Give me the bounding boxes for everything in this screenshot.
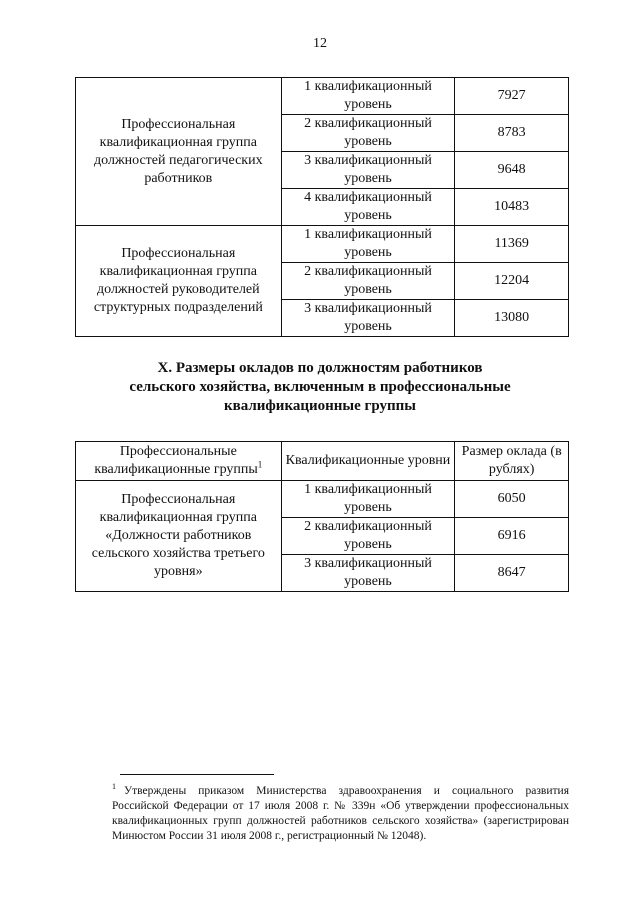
- salary-table-education: [75, 77, 569, 337]
- footnote-mark: 1: [257, 459, 263, 470]
- footnote-divider: [120, 774, 274, 775]
- table-header-row: [76, 442, 569, 481]
- salary-table-agriculture: [75, 441, 569, 592]
- qualification-level-cell: 3 квалификационный уровень: [281, 152, 455, 189]
- salary-value-cell: 13080: [455, 300, 569, 337]
- header-value: Размер оклада (в рублях): [455, 442, 569, 481]
- qualification-level-cell: 4 квалификационный уровень: [281, 189, 455, 226]
- qualification-level-cell: 1 квалификационный уровень: [281, 481, 455, 518]
- header-group: [76, 442, 282, 481]
- qualification-level-cell: 1 квалификационный уровень: [281, 226, 455, 263]
- qualification-level-cell: 3 квалификационный уровень: [281, 300, 455, 337]
- salary-value-cell: 8647: [455, 555, 569, 592]
- salary-value-cell: 10483: [455, 189, 569, 226]
- qualification-level-cell: 2 квалификационный уровень: [281, 518, 455, 555]
- qualification-level-cell: 2 квалификационный уровень: [281, 263, 455, 300]
- section-heading-line: квалификационные группы: [223, 398, 416, 414]
- footnote: [112, 779, 569, 844]
- section-heading-line: сельского хозяйства, включенным в профессиональные: [129, 379, 511, 395]
- footnote-number: 1: [112, 782, 116, 791]
- salary-value-cell: 6916: [455, 518, 569, 555]
- salary-value-cell: 6050: [455, 481, 569, 518]
- section-heading: [0, 359, 640, 416]
- salary-value-cell: 12204: [455, 263, 569, 300]
- salary-value-cell: 8783: [455, 115, 569, 152]
- header-level: Квалификационные уровни: [281, 442, 455, 481]
- table-row: [76, 78, 569, 115]
- header-group-label: Профессиональные квалификационные группы: [94, 444, 258, 477]
- qualification-group-cell: Профессиональная квалификационная группа «Должности работников сельского хозяйства третьего уровня»: [76, 481, 282, 592]
- qualification-level-cell: 3 квалификационный уровень: [281, 555, 455, 592]
- salary-value-cell: 11369: [455, 226, 569, 263]
- qualification-level-cell: 1 квалификационный уровень: [281, 78, 455, 115]
- page-number: 12: [313, 36, 327, 51]
- salary-value-cell: 9648: [455, 152, 569, 189]
- footnote-text: Утверждены приказом Министерства здравоохранения и социального развития Российской Федерации от 17 июля 2008 г. № 339н «Об утверждении профессиональных квалификационных групп должностей работников сельского хозяйства» (зарегистрирован Минюстом России 31 июля 2008 г., регистрационный № 12048).: [112, 784, 569, 842]
- salary-value-cell: 7927: [455, 78, 569, 115]
- table-row: [76, 481, 569, 518]
- qualification-group-cell: Профессиональная квалификационная группа должностей руководителей структурных подразделений: [76, 226, 282, 337]
- table-row: [76, 226, 569, 263]
- qualification-level-cell: 2 квалификационный уровень: [281, 115, 455, 152]
- section-heading-line: X. Размеры окладов по должностям работников: [157, 360, 483, 376]
- qualification-group-cell: Профессиональная квалификационная группа должностей педагогических работников: [76, 78, 282, 226]
